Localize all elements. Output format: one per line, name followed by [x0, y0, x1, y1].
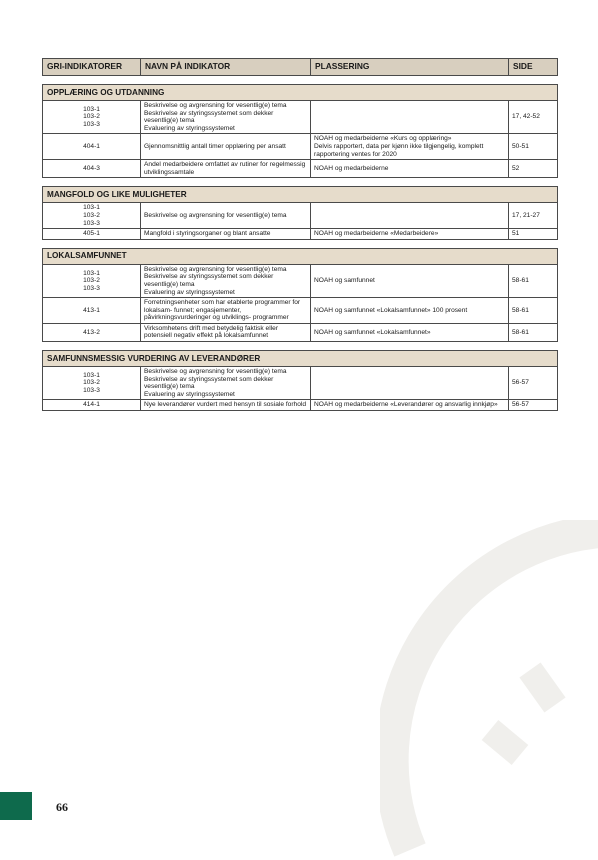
gri-code-cell	[43, 203, 141, 229]
location-cell	[311, 367, 509, 400]
page-ref-cell: 52	[509, 160, 558, 178]
section-title: LOKALSAMFUNNET	[43, 248, 558, 264]
gri-code: 103-3	[83, 284, 100, 292]
gri-code: 103-2	[83, 211, 100, 219]
page-ref-cell: 58-61	[509, 323, 558, 341]
table-row	[43, 134, 558, 160]
location-cell	[311, 160, 509, 178]
gri-index-table	[42, 58, 558, 411]
indicator-name: Beskrivelse av styringssystemet som dekker vesentlig(e) tema	[144, 109, 274, 125]
indicator-name-cell	[141, 298, 311, 324]
indicator-name-cell	[141, 229, 311, 240]
location-text: NOAH og medarbeiderne «Leverandører og ansvarlig innkjøp»	[314, 401, 498, 409]
gri-code: 103-1	[83, 105, 100, 113]
indicator-name-cell	[141, 367, 311, 400]
indicator-name: Beskrivelse og avgrensning for vesentlig(e) tema	[144, 265, 287, 273]
location-cell	[311, 400, 509, 411]
spacer-cell	[43, 76, 558, 85]
gri-code: 103-1	[83, 371, 100, 379]
indicator-name-cell	[141, 101, 311, 134]
indicator-name: Forretningsenheter som har etablerte programmer for lokalsam- funnet; engasjementer, påvirkningsvurderinger og utviklings- programmer	[144, 299, 301, 322]
page-number: 66	[56, 800, 68, 814]
indicator-name: Beskrivelse og avgrensning for vesentlig(e) tema	[144, 102, 287, 109]
location-text: NOAH og medarbeiderne «Kurs og opplæring»	[314, 135, 452, 143]
page-ref-cell: 58-61	[509, 264, 558, 297]
page-ref-cell: 56-57	[509, 400, 558, 411]
page-color-bar	[0, 792, 32, 820]
gri-code: 414-1	[83, 401, 100, 409]
table-row	[43, 101, 558, 134]
spacer-cell	[43, 178, 558, 187]
indicator-name: Beskrivelse og avgrensning for vesentlig(e) tema	[144, 368, 287, 376]
table-row	[43, 203, 558, 229]
section-header-row	[43, 85, 558, 101]
location-text: NOAH og medarbeiderne «Medarbeidere»	[314, 230, 439, 238]
table-row	[43, 298, 558, 324]
indicator-name-cell	[141, 134, 311, 160]
gri-code: 404-1	[83, 142, 100, 150]
gri-code: 103-1	[83, 269, 100, 277]
table-row	[43, 229, 558, 240]
section-spacer	[43, 178, 558, 187]
location-cell	[311, 134, 509, 160]
location-cell	[311, 264, 509, 297]
table-row	[43, 400, 558, 411]
location-text: NOAH og samfunnet «Lokalsamfunnet» 100 prosent	[314, 306, 468, 314]
indicator-name: Evaluering av styringssystemet	[144, 124, 235, 132]
section-title: OPPLÆRING OG UTDANNING	[43, 85, 558, 101]
table-header-row	[43, 59, 558, 76]
gri-code: 103-3	[83, 219, 100, 227]
gri-code: 103-2	[83, 277, 100, 285]
spacer-cell	[43, 239, 558, 248]
location-text: NOAH og samfunnet	[314, 277, 375, 285]
page-ref-cell: 58-61	[509, 298, 558, 324]
gri-code: 103-3	[83, 387, 100, 395]
gri-code-cell	[43, 323, 141, 341]
location-cell	[311, 298, 509, 324]
gri-code-cell	[43, 400, 141, 411]
indicator-name: Mangfold i styringsorganer og blant ansatte	[144, 230, 271, 238]
gri-code-cell	[43, 134, 141, 160]
location-cell	[311, 323, 509, 341]
header-indicator-name: NAVN PÅ INDIKATOR	[141, 59, 311, 76]
watermark-emblem	[380, 520, 598, 860]
table-row	[43, 160, 558, 178]
page-ref-cell: 50-51	[509, 134, 558, 160]
gri-code-cell	[43, 160, 141, 178]
location-text: NOAH og medarbeiderne	[314, 164, 389, 172]
location-text: Delvis rapportert, data per kjønn ikke tilgjengelig, komplett rapportering ventes for 2020	[314, 142, 484, 158]
gri-code-cell	[43, 298, 141, 324]
indicator-name-cell	[141, 160, 311, 178]
gri-code: 405-1	[83, 230, 100, 238]
indicator-name: Nye leverandører vurdert med hensyn til sosiale forhold	[144, 401, 306, 409]
indicator-name-cell	[141, 203, 311, 229]
gri-code: 413-1	[83, 306, 100, 314]
page-ref-cell: 17, 21-27	[509, 203, 558, 229]
indicator-name-cell	[141, 400, 311, 411]
spacer-cell	[43, 342, 558, 351]
indicator-name-cell	[141, 323, 311, 341]
indicator-name-cell	[141, 264, 311, 297]
header-gri-indicators: GRI-INDIKATORER	[43, 59, 141, 76]
table-row	[43, 323, 558, 341]
indicator-name: Andel medarbeidere omfattet av rutiner for regelmessig utviklingssamtale	[144, 161, 306, 176]
indicator-name: Evaluering av styringssystemet	[144, 390, 235, 398]
location-cell	[311, 203, 509, 229]
section-title: SAMFUNNSMESSIG VURDERING AV LEVERANDØRER	[43, 351, 558, 367]
gri-code: 103-2	[83, 379, 100, 387]
location-cell	[311, 229, 509, 240]
table-row	[43, 264, 558, 297]
gri-code-cell	[43, 367, 141, 400]
table-row	[43, 367, 558, 400]
page-ref-cell: 56-57	[509, 367, 558, 400]
gri-code-cell	[43, 264, 141, 297]
gri-code-cell	[43, 229, 141, 240]
section-header-row	[43, 248, 558, 264]
indicator-name: Beskrivelse av styringssystemet som dekker vesentlig(e) tema	[144, 273, 274, 288]
indicator-name: Virksomhetens drift med betydelig faktisk eller potensiell negativ effekt på lokalsamfunnet	[144, 324, 279, 340]
section-header-row	[43, 187, 558, 203]
gri-code: 103-1	[83, 204, 100, 212]
gri-code: 404-3	[83, 164, 100, 172]
location-cell	[311, 101, 509, 134]
header-location: PLASSERING	[311, 59, 509, 76]
indicator-name: Beskrivelse og avgrensning for vesentlig(e) tema	[144, 211, 287, 219]
indicator-name: Beskrivelse av styringssystemet som dekker vesentlig(e) tema	[144, 375, 274, 391]
gri-code: 413-2	[83, 328, 100, 336]
indicator-name: Gjennomsnittlig antall timer opplæring per ansatt	[144, 142, 286, 150]
section-spacer	[43, 76, 558, 85]
page-ref-cell: 51	[509, 229, 558, 240]
gri-code: 103-2	[83, 113, 100, 121]
gri-code: 103-3	[83, 120, 100, 128]
section-spacer	[43, 342, 558, 351]
section-title: MANGFOLD OG LIKE MULIGHETER	[43, 187, 558, 203]
header-page: SIDE	[509, 59, 558, 76]
page-ref-cell: 17, 42-52	[509, 101, 558, 134]
location-text: NOAH og samfunnet «Lokalsamfunnet»	[314, 328, 431, 336]
gri-code-cell	[43, 101, 141, 134]
indicator-name: Evaluering av styringssystemet	[144, 288, 235, 296]
section-spacer	[43, 239, 558, 248]
section-header-row	[43, 351, 558, 367]
